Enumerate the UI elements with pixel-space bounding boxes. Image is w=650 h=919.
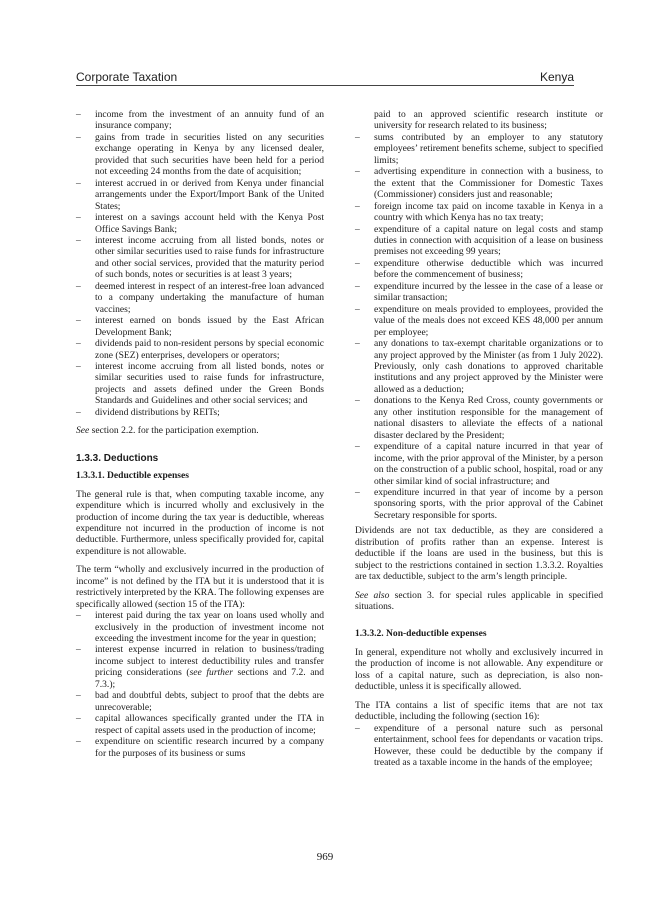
list-item: – deemed interest in respect of an interest-free loan advanced to a company undertaking the manufacture of human vaccines; xyxy=(76,280,324,315)
list-item: – expenditure on scientific research incurred by a company for the purposes of its business or sums xyxy=(76,736,324,759)
list-item: – interest expense incurred in relation to business/trading income subject to interest deductibility rules and transfer pricing considerations (see further sections and 7.2. and 7.3.); xyxy=(76,644,324,690)
list-item: – dividend distributions by REITs; xyxy=(76,406,220,418)
running-header xyxy=(76,64,574,84)
list-item: – expenditure incurred by the lessee in the case of a lease or similar transaction; xyxy=(355,280,603,304)
list-item: – expenditure of a personal nature such as personal entertainment, school fees for dependants or vacation trips. However, these could be deductible by the company if treated as a taxable income in the hands of the employee; xyxy=(355,722,603,769)
paragraph-non-deductible-general: In general, expenditure not wholly and exclusively incurred in the production of income is not allowable. Any expenditure or loss of a capital nature, such as depreciation, is also non-deductible, unless it is specifically allowed. xyxy=(355,646,603,693)
left-column xyxy=(76,109,324,759)
list-item-continuation: paid to an approved scientific research institute or university for research related to its business; xyxy=(374,109,603,132)
allowed-expenses-list-cont xyxy=(355,109,603,521)
section-heading-deductions: 1.3.3. Deductions xyxy=(76,452,159,464)
paragraph-dividends: Dividends are not tax deductible, as they are considered a distribution of profits rather than an expense. Interest is deductible if the loans are used in the business, but this is subject to the restrictions contained in section 1.3.3.2. Royalties are tax deductible, subject to the arm’s length principle. xyxy=(355,525,603,583)
list-item: – income from the investment of an annuity fund of an insurance company; xyxy=(76,109,324,132)
list-item: – dividends paid to non-resident persons by special economic zone (SEZ) enterprises, developers or operators; xyxy=(76,338,324,361)
list-item: – interest earned on bonds issued by the East African Development Bank; xyxy=(76,315,324,338)
paragraph-general-rule: The general rule is that, when computing taxable income, any expenditure which is incurred wholly and exclusively in the production of income during the tax year is deductible, whereas expenditure not incurred in the production of income is not deductible. Furthermore, unless specifically provided for, capital expenditure is not allowable. xyxy=(76,488,324,557)
see-also-reference: See also section 3. for special rules applicable in specified situations. xyxy=(355,589,603,613)
subsection-heading-deductible: 1.3.3.1. Deductible expenses xyxy=(76,470,189,482)
list-item: – gains from trade in securities listed on any securities exchange operating in Kenya by any licensed dealer, provided that such securities have been held for a period not exceeding 24 months from the date of acquisition; xyxy=(76,131,324,178)
subsection-heading-non-deductible: 1.3.3.2. Non-deductible expenses xyxy=(355,628,487,640)
paragraph-non-deductible-list-intro: The ITA contains a list of specific items that are not tax deductible, including the following (section 16): xyxy=(355,699,603,723)
list-item: – interest paid during the tax year on loans used wholly and exclusively in the production of investment income not exceeding the investment income for the year in question; xyxy=(76,610,324,645)
list-item: – bad and doubtful debts, subject to proof that the debts are unrecoverable; xyxy=(76,690,324,713)
list-item: – sums contributed by an employer to any statutory employees’ retirement benefits scheme, subject to specified limits; xyxy=(355,131,603,166)
list-item: – expenditure of a capital nature on legal costs and stamp duties in connection with acquisition of a lease on business premises not exceeding 99 years; xyxy=(355,223,603,258)
list-item: – foreign income tax paid on income taxable in Kenya in a country with which Kenya has no tax treaty; xyxy=(355,200,603,224)
list-item: – interest on a savings account held with the Kenya Post Office Savings Bank; xyxy=(76,212,324,235)
non-deductible-list xyxy=(355,723,603,769)
list-item: – donations to the Kenya Red Cross, county governments or any other institution responsible for the management of national disasters to alleviate the effects of a national disaster declared by the President; xyxy=(355,395,603,441)
list-item: – advertising expenditure in connection with a business, to the extent that the Commissioner for Domestic Taxes (Commissioner) considers just and reasonable; xyxy=(355,166,603,201)
header-rule xyxy=(76,85,574,86)
list-item: – expenditure of a capital nature incurred in that year of income, with the prior approval of the Minister, by a person on the construction of a public school, hospital, road or any other similar kind of social infrastructure; and xyxy=(355,441,603,487)
allowed-expenses-list xyxy=(76,610,324,759)
list-item: – expenditure on meals provided to employees, provided the value of the meals does not exceed KES 48,000 per annum per employee; xyxy=(355,303,603,338)
paragraph-wholly-exclusively: The term “wholly and exclusively incurred in the production of income” is not defined by the ITA but it is understood that it is restrictively interpreted by the KRA. The following expenses are specifically allowed (section 15 of the ITA): xyxy=(76,564,324,610)
list-item: – expenditure incurred in that year of income by a person sponsoring sports, with the prior approval of the Cabinet Secretary responsible for sports. xyxy=(355,486,603,521)
list-item: – expenditure otherwise deductible which was incurred before the commencement of business; xyxy=(355,257,603,281)
exempt-income-list xyxy=(76,109,324,418)
right-column xyxy=(355,109,603,768)
list-item: – capital allowances specifically granted under the ITA in respect of capital assets used in the production of income; xyxy=(76,713,324,736)
header-country: Kenya xyxy=(539,70,574,84)
list-item: – interest accrued in or derived from Kenya under financial arrangements under the Export/Import Bank of the United States; xyxy=(76,177,324,212)
list-item: – interest income accruing from all listed bonds, notes or similar securities used to raise funds for infrastructure, projects and assets defined under the Green Bonds Standards and Guidelines and other social services; and xyxy=(76,360,324,407)
header-title: Corporate Taxation xyxy=(76,70,178,84)
see-reference: See section 2.2. for the participation exemption. xyxy=(76,425,259,437)
list-item: – any donations to tax-exempt charitable organizations or to any project approved by the Minister (as from 1 July 2022). Previously, only cash donations to approved charitable institutions and any project approved by the Minister were allowed as a deduction; xyxy=(355,338,603,395)
list-item: – interest income accruing from all listed bonds, notes or other similar securities used to raise funds for infrastructure and other social services, provided that the maturity period of such bonds, notes or securities is at least 3 years; xyxy=(76,234,324,281)
page-number: 969 xyxy=(316,851,334,863)
